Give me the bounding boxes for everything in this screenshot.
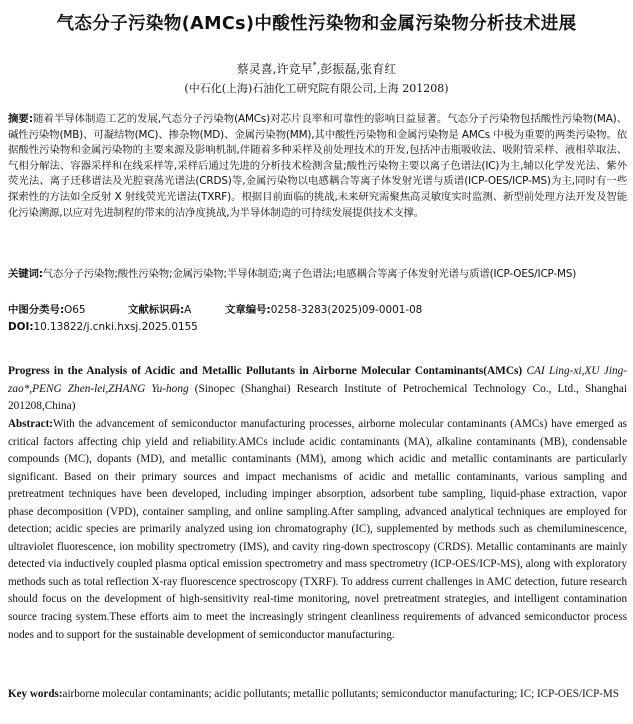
clc-field — [8, 303, 128, 318]
chinese-authors — [0, 60, 633, 77]
english-keywords — [8, 686, 627, 704]
english-abstract — [8, 416, 627, 644]
document-code-field — [128, 303, 225, 318]
abstract-label: Abstract: — [8, 418, 53, 430]
chinese-keywords — [8, 267, 627, 283]
keywords-label: 关键词: — [8, 268, 43, 280]
chinese-abstract — [8, 112, 627, 221]
keywords-label: Key words: — [8, 688, 63, 700]
author-name: 彭振磊 — [320, 62, 357, 76]
english-header — [8, 363, 627, 416]
doi-label: DOI: — [8, 321, 34, 333]
abstract-label: 摘要: — [8, 113, 33, 125]
author-separator: , — [356, 62, 361, 76]
author-name: 许竞早 — [276, 62, 313, 76]
chinese-affiliation: (中石化(上海)石油化工研究院有限公司,上海 201208) — [184, 82, 449, 95]
keywords-text: 气态分子污染物;酸性污染物;金属污染物;半导体制造;离子色谱法;电感耦合等离子体发射光谱与质谱(ICP-OES/ICP-MS) — [42, 268, 577, 280]
keywords-text: airborne molecular contaminants; acidic pollutants; metallic pollutants; semiconductor manufacturing; IC; ICP-OES/ICP-MS — [62, 688, 619, 700]
chinese-title: 气态分子污染物(AMCs)中酸性污染物和金属污染物分析技术进展 — [56, 14, 577, 34]
author-name: 张育红 — [360, 62, 397, 76]
english-affiliation: (Sinopec (Shanghai) Research Institute of Petrochemical Technology Co., Ltd., Shanghai 201208,China) — [8, 382, 627, 412]
article-number-value: 0258-3283(2025)09-0001-08 — [270, 304, 423, 316]
author-separator: , — [272, 62, 277, 76]
clc-label: 中图分类号: — [8, 304, 65, 316]
doi-value: 10.13822/j.cnki.hxsj.2025.0155 — [33, 321, 198, 333]
clc-value: O65 — [64, 304, 86, 316]
abstract-text: With the advancement of semiconductor manufacturing processes, airborne molecular contaminants (AMCs) have emerged as critical factors affecting chip yield and reliability.AMCs include acidic contaminants (MA), alkaline contaminants (MB), condensable compounds (MC), dopants (MD), and metallic contaminants (MM), among which acidic and metallic contaminants are particularly significant. Based on their primary sources and impact mechanisms of acidic and metallic contaminants, various sampling and pretreatment techniques have been developed, including impinger absorption, adsorbent tube sampling, liquid-phase extraction, vapor phase decomposition (VPD), container sampling, and online sampling.After sampling, advanced analytical techniques are employed for detection; acidic species are primarily analyzed using ion chromatography (IC), supplemented by methods such as chemiluminescence, ultraviolet fluorescence, ion mobility spectrometry (IMS), and cavity ring-down spectroscopy (CRDS). Metallic contaminants are mainly detected via inductively coupled plasma optical emission spectrometry and mass spectrometry (ICP-OES/ICP-MS), along with exploratory methods such as total reflection X-ray fluorescence spectroscopy (TXRF). To address current challenges in AMC detection, future research should focus on the development of high-sensitivity real-time monitoring, novel pretreatment strategies, and intelligent contamination source tracing system.These efforts aim to meet the increasingly stringent cleanliness requirements of advanced semiconductor process nodes and to support for the sustainable development of semiconductor manufacturing. — [8, 418, 627, 641]
doi-line — [8, 320, 198, 335]
author-separator: , — [316, 62, 321, 76]
abstract-text: 随着半导体制造工艺的发展,气态分子污染物(AMCs)对芯片良率和可靠性的影响日益显著。气态分子污染物包括酸性污染物(MA)、碱性污染物(MB)、可凝结物(MC)、掺杂物(MD)、金属污染物(MM),其中酸性污染物和金属污染物是 AMCs 中极为重要的两类污染物。依据酸性污染物和金属污染物的主要来源及影响机制,伴随着多种采样及前处理技术的开发,包括冲击瓶吸收法、吸附管采样、液相萃取法、气相分解法、容器采样和在线采样等,采样后通过先进的分析技术检测含量;酸性污染物主要以离子色谱法(IC)为主,辅以化学发光法、紫外荧光法、离子迁移谱法及光腔衰荡光谱法(CRDS)等,金属污染物以电感耦合等离子体发射光谱与质谱(ICP-OES/ICP-MS)为主,同时有一些探索性的方法如全反射 X 射线荧光光谱法(TXRF)。根据目前面临的挑战,未来研究需聚焦高灵敏度实时监测、新型前处理方法开发及智能化污染溯源,以应对先进制程的带来的洁净度挑战,为半导体制造的可持续发展提供技术支撑。 — [8, 113, 627, 219]
english-title: Progress in the Analysis of Acidic and Metallic Pollutants in Airborne Molecular Contaminants(AMCs) — [8, 365, 523, 377]
article-number-label: 文章编号: — [225, 304, 271, 316]
corresponding-author-mark: * — [312, 61, 317, 70]
document-code-label: 文献标识码: — [128, 304, 185, 316]
article-number-field — [225, 303, 422, 318]
classification-line — [8, 303, 627, 318]
english-authors: CAI Ling-xi,XU Jing-zao*,PENG Zhen-lei,ZHANG Yu-hong — [8, 365, 628, 395]
document-code-value: A — [184, 304, 192, 316]
author-name: 蔡灵喜 — [236, 62, 273, 76]
